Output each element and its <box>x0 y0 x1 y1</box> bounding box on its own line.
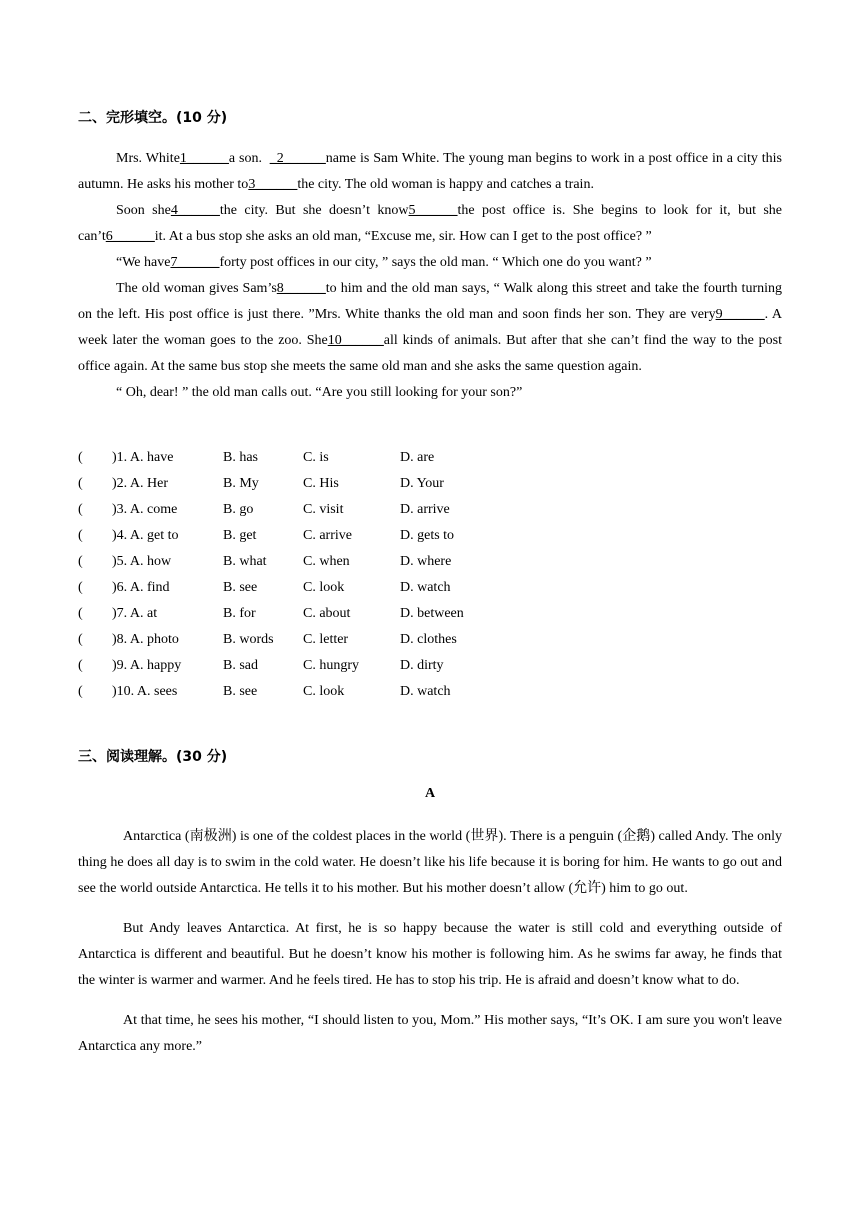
cloze-paragraph-3 <box>78 250 782 276</box>
text: The old woman gives Sam’s <box>116 281 277 296</box>
answer-paren: ( <box>78 502 83 517</box>
blank-1: 1______ <box>179 151 229 166</box>
text: . A week later the woman goes to the zoo. She <box>78 307 782 348</box>
question-row <box>78 523 578 549</box>
option-c: C. about <box>303 606 351 621</box>
option-c: C. letter <box>303 632 349 647</box>
option-c: C. His <box>303 476 339 491</box>
option-c: C. hungry <box>303 658 359 673</box>
text: forty post offices in our city, ” says the old man. “ Which one do you want? ” <box>219 255 652 270</box>
answer-paren: ( <box>78 606 83 621</box>
option-b: B. what <box>223 554 267 569</box>
option-c: C. when <box>303 554 350 569</box>
answer-paren: ( <box>78 684 83 699</box>
reading-paragraph-1: Antarctica (南极洲) is one of the coldest places in the world (世界). There is a penguin (企鹅) called Andy. The only thing he does all day is to swim in the cold water. He doesn’t like his life because it is boring for him. He wants to go out and see the world outside Antarctica. He tells it to his mother. But his mother doesn’t allow (允许) him to go out. <box>78 829 782 896</box>
blank-5: 5______ <box>408 203 458 218</box>
answer-paren: ( <box>78 528 83 543</box>
blank-4: 4______ <box>170 203 220 218</box>
blank-3: 3______ <box>248 177 298 192</box>
question-row <box>78 497 578 523</box>
question-row <box>78 679 578 705</box>
option-b: B. go <box>223 502 254 517</box>
blank-7: 7______ <box>170 255 220 270</box>
text: the post office is. She begins to look for it, but she can’t <box>78 203 783 244</box>
option-d: D. arrive <box>400 502 450 517</box>
text: “We have <box>116 255 171 270</box>
option-a: )2. A. Her <box>112 476 168 491</box>
text: a son. <box>228 151 270 166</box>
option-c: C. look <box>303 684 345 699</box>
option-c: C. is <box>303 450 329 465</box>
blank-2: _2______ <box>269 151 326 166</box>
question-row <box>78 471 578 497</box>
question-row <box>78 653 578 679</box>
option-b: B. see <box>223 580 258 595</box>
option-b: B. sad <box>223 658 258 673</box>
option-c: C. arrive <box>303 528 352 543</box>
option-c: C. look <box>303 580 345 595</box>
question-row <box>78 601 578 627</box>
answer-paren: ( <box>78 632 83 647</box>
section-heading-cloze: 二、完形填空。(10 分) <box>78 110 228 126</box>
option-d: D. clothes <box>400 632 457 647</box>
passage-label-a: A <box>424 786 436 801</box>
reading-paragraph-2: But Andy leaves Antarctica. At first, he is so happy because the water is still cold and everything outside of Antarctica is different and beautiful. But he doesn’t know his mother is following him. As he swims far away, he finds that the winter is warmer and warmer. And he feels tired. He has to stop his trip. He is afraid and doesn’t know what to do. <box>78 921 782 988</box>
option-b: B. words <box>223 632 274 647</box>
text: all kinds of animals. But after that she can’t find the way to the post office again. At the same bus stop she meets the same old man and she asks the same question again. <box>78 333 782 374</box>
option-b: B. get <box>223 528 257 543</box>
question-row <box>78 575 578 601</box>
option-a: )8. A. photo <box>112 632 179 647</box>
text: to him and the old man says, “ Walk along this street and take the fourth turning on the left. His post office is just there. ”Mrs. White thanks the old man and soon finds her son. They are very <box>78 281 782 322</box>
answer-paren: ( <box>78 554 83 569</box>
text: the city. The old woman is happy and catches a train. <box>297 177 594 192</box>
blank-10: 10______ <box>327 333 384 348</box>
option-a: )3. A. come <box>112 502 178 517</box>
question-list <box>78 445 578 705</box>
section-heading-reading: 三、阅读理解。(30 分) <box>78 749 228 765</box>
text: the city. But she doesn’t know <box>219 203 409 218</box>
option-d: D. where <box>400 554 452 569</box>
reading-paragraph-3: At that time, he sees his mother, “I should listen to you, Mom.” His mother says, “It’s OK. I am sure you won't leave Antarctica any more.” <box>78 1013 782 1054</box>
blank-6: 6______ <box>105 229 155 244</box>
option-d: D. between <box>400 606 464 621</box>
option-d: D. dirty <box>400 658 444 673</box>
option-a: )7. A. at <box>112 606 158 621</box>
cloze-paragraph-1 <box>78 146 782 198</box>
question-row <box>78 549 578 575</box>
cloze-passage <box>78 146 782 406</box>
option-a: )6. A. find <box>112 580 170 595</box>
text: Soon she <box>116 203 171 218</box>
text: it. At a bus stop she asks an old man, “Excuse me, sir. How can I get to the post office? ” <box>154 229 652 244</box>
cloze-paragraph-4 <box>78 276 782 380</box>
blank-9: 9______ <box>715 307 765 322</box>
question-row <box>78 627 578 653</box>
answer-paren: ( <box>78 476 83 491</box>
option-d: D. Your <box>400 476 444 491</box>
option-a: )9. A. happy <box>112 658 182 673</box>
text: name is Sam White. The young man begins to work in a post office in a city this autumn. He asks his mother to <box>78 151 783 192</box>
option-a: )5. A. how <box>112 554 172 569</box>
option-b: B. for <box>223 606 256 621</box>
option-d: D. watch <box>400 684 451 699</box>
cloze-paragraph-5: “ Oh, dear! ” the old man calls out. “Are you still looking for your son?” <box>116 385 523 400</box>
reading-passage-a <box>78 824 782 1074</box>
answer-paren: ( <box>78 450 83 465</box>
option-d: D. are <box>400 450 435 465</box>
answer-paren: ( <box>78 658 83 673</box>
option-c: C. visit <box>303 502 344 517</box>
blank-8: 8______ <box>276 281 326 296</box>
option-a: )4. A. get to <box>112 528 179 543</box>
option-b: B. has <box>223 450 258 465</box>
option-b: B. My <box>223 476 259 491</box>
option-d: D. watch <box>400 580 451 595</box>
option-a: )1. A. have <box>112 450 174 465</box>
cloze-paragraph-2 <box>78 198 782 250</box>
answer-paren: ( <box>78 580 83 595</box>
text: Mrs. White <box>116 151 180 166</box>
option-b: B. see <box>223 684 258 699</box>
option-a: )10. A. sees <box>112 684 178 699</box>
question-row <box>78 445 578 471</box>
option-d: D. gets to <box>400 528 455 543</box>
